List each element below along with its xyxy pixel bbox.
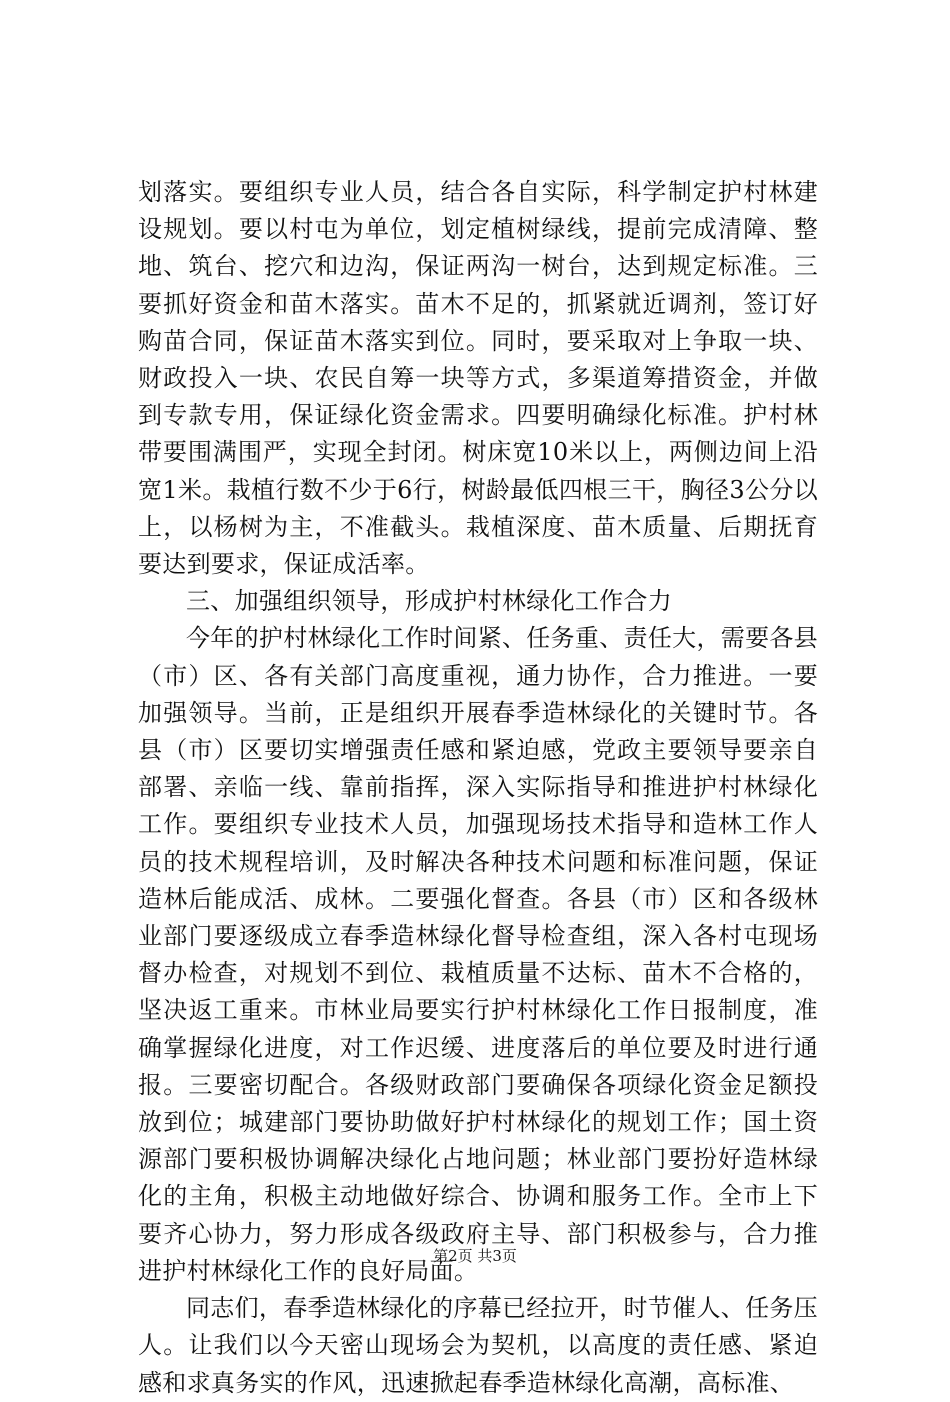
document-body <box>138 174 818 1402</box>
section-heading: 三、加强组织领导，形成护村林绿化工作合力 <box>186 587 672 616</box>
paragraph-organization: 今年的护村林绿化工作时间紧、任务重、责任大，需要各县（市）区、各有关部门高度重视，通力协作，合力推进。一要加强领导。当前，正是组织开展春季造林绿化的关键时节。各县（市）区要切实增强责任感和紧迫感，党政主要领导要亲自部署、亲临一线、靠前指挥，深入实际指导和推进护村林绿化工作。要组织专业技术人员，加强现场技术指导和造林工作人员的技术规程培训，及时解决各种技术问题和标准问题，保证造林后能成活、成林。二要强化督查。各县（市）区和各级林业部门要逐级成立春季造林绿化督导检查组，深入各村屯现场督办检查，对规划不到位、栽植质量不达标、苗木不合格的，坚决返工重来。市林业局要实行护村林绿化工作日报制度，准确掌握绿化进度，对工作迟缓、进度落后的单位要及时进行通报。三要密切配合。各级财政部门要确保各项绿化资金足额投放到位；城建部门要协助做好护村林绿化的规划工作；国土资源部门要积极协调解决绿化占地问题；林业部门要扮好造林绿化的主角，积极主动地做好综合、协调和服务工作。全市上下要齐心协力，努力形成各级政府主导、部门积极参与，合力推进护村林绿化工作的良好局面。 <box>138 624 818 1285</box>
page-footer: 第2页 共3页 <box>433 1247 517 1265</box>
paragraph-continuation: 划落实。要组织专业人员，结合各自实际，科学制定护村林建设规划。要以村屯为单位，划定植树绿线，提前完成清障、整地、筑台、挖穴和边沟，保证两沟一树台，达到规定标准。三要抓好资金和苗木落实。苗木不足的，抓紧就近调剂，签订好购苗合同，保证苗木落实到位。同时，要采取对上争取一块、财政投入一块、农民自筹一块等方式，多渠道筹措资金，并做到专款专用，保证绿化资金需求。四要明确绿化标准。护村林带要围满围严，实现全封闭。树床宽10米以上，两侧边间上沿宽1米。栽植行数不少于6行，树龄最低四根三干，胸径3公分以上，以杨树为主，不准截头。栽植深度、苗木质量、后期抚育要达到要求，保证成活率。 <box>138 178 818 579</box>
paragraph-closing: 同志们，春季造林绿化的序幕已经拉开，时节催人、任务压人。让我们以今天密山现场会为契机，以高度的责任感、紧迫感和求真务实的作风，迅速掀起春季造林绿化高潮，高标准、 <box>138 1294 818 1397</box>
